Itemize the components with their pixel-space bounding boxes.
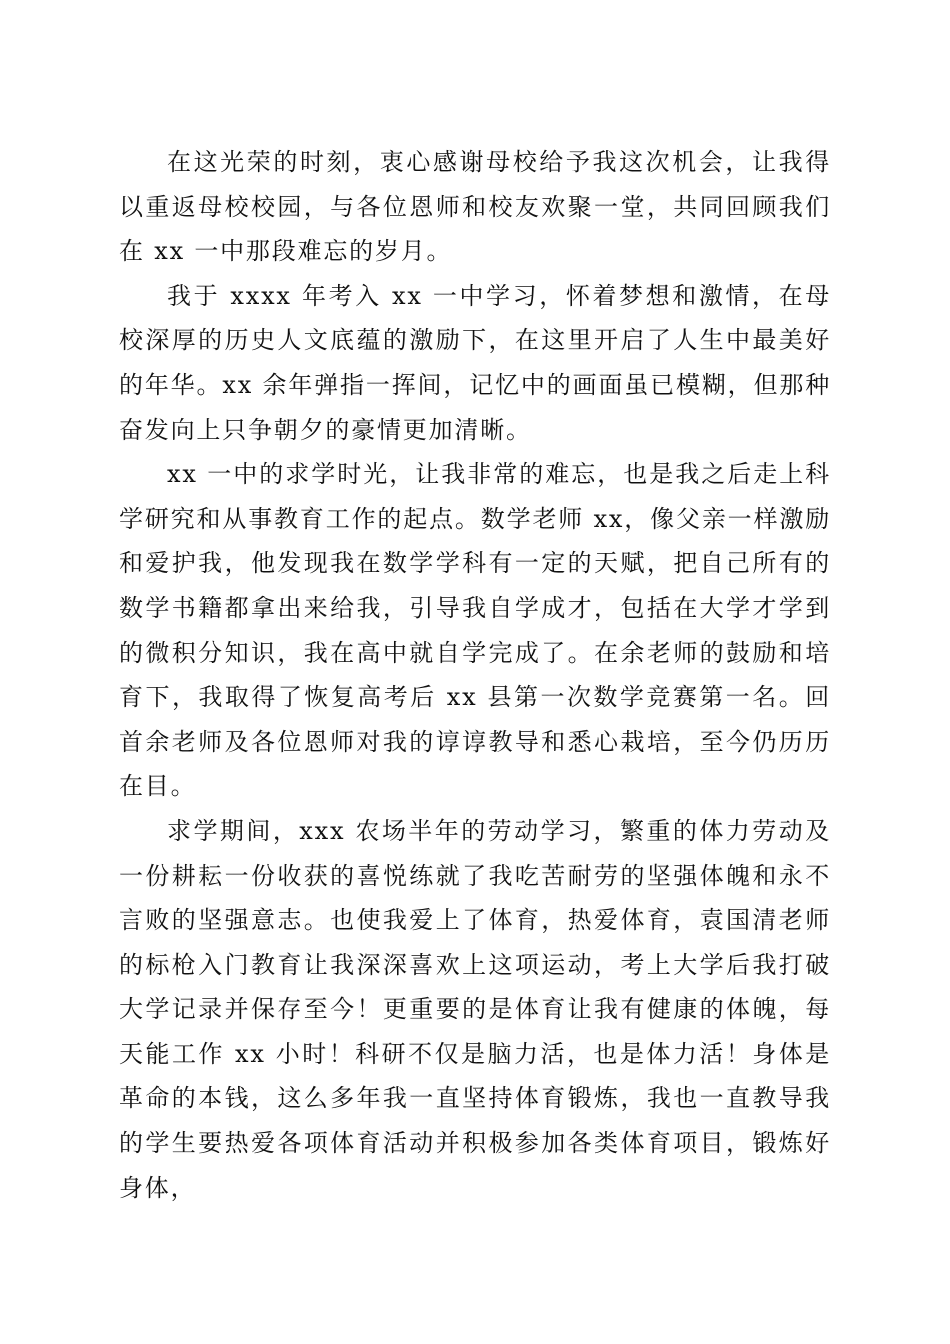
paragraph-farm-labor: 求学期间，xxx 农场半年的劳动学习，繁重的体力劳动及一份耕耘一份收获的喜悦练就了我吃苦耐劳的坚强体魄和永不言败的坚强意志。也使我爱上了体育，热爱体育，袁国清老师的标枪入门教育让我深深喜欢上这项运动，考上大学后我打破大学记录并保存至今！更重要的是体育让我有健康的体魄，每天能工作 xx 小时！科研不仅是脑力活，也是体力活！身体是革命的本钱，这么多年我一直坚持体育锻炼，我也一直教导我的学生要热爱各项体育活动并积极参加各类体育项目，锻炼好身体， <box>119 816 831 1202</box>
paragraph-gratitude: 在这光荣的时刻，衷心感谢母校给予我这次机会，让我得以重返母校校园，与各位恩师和校友欢聚一堂，共同回顾我们在 xx 一中那段难忘的岁月。 <box>119 148 831 266</box>
paragraph-study-years: xx 一中的求学时光，让我非常的难忘，也是我之后走上科学研究和从事教育工作的起点。数学老师 xx，像父亲一样激励和爱护我，他发现我在数学学科有一定的天赋，把自己所有的数学书籍都拿出来给我，引导我自学成才，包括在大学才学到的微积分知识，我在高中就自学完成了。在余老师的鼓励和培育下，我取得了恢复高考后 xx 县第一次数学竞赛第一名。回首余老师及各位恩师对我的谆谆教导和悉心栽培，至今仍历历在目。 <box>119 460 831 801</box>
paragraph-enrollment: 我于 xxxx 年考入 xx 一中学习，怀着梦想和激情，在母校深厚的历史人文底蕴的激励下，在这里开启了人生中最美好的年华。xx 余年弹指一挥间，记忆中的画面虽已模糊，但那种奋发向上只争朝夕的豪情更加清晰。 <box>119 281 831 444</box>
document-body <box>119 140 831 1210</box>
